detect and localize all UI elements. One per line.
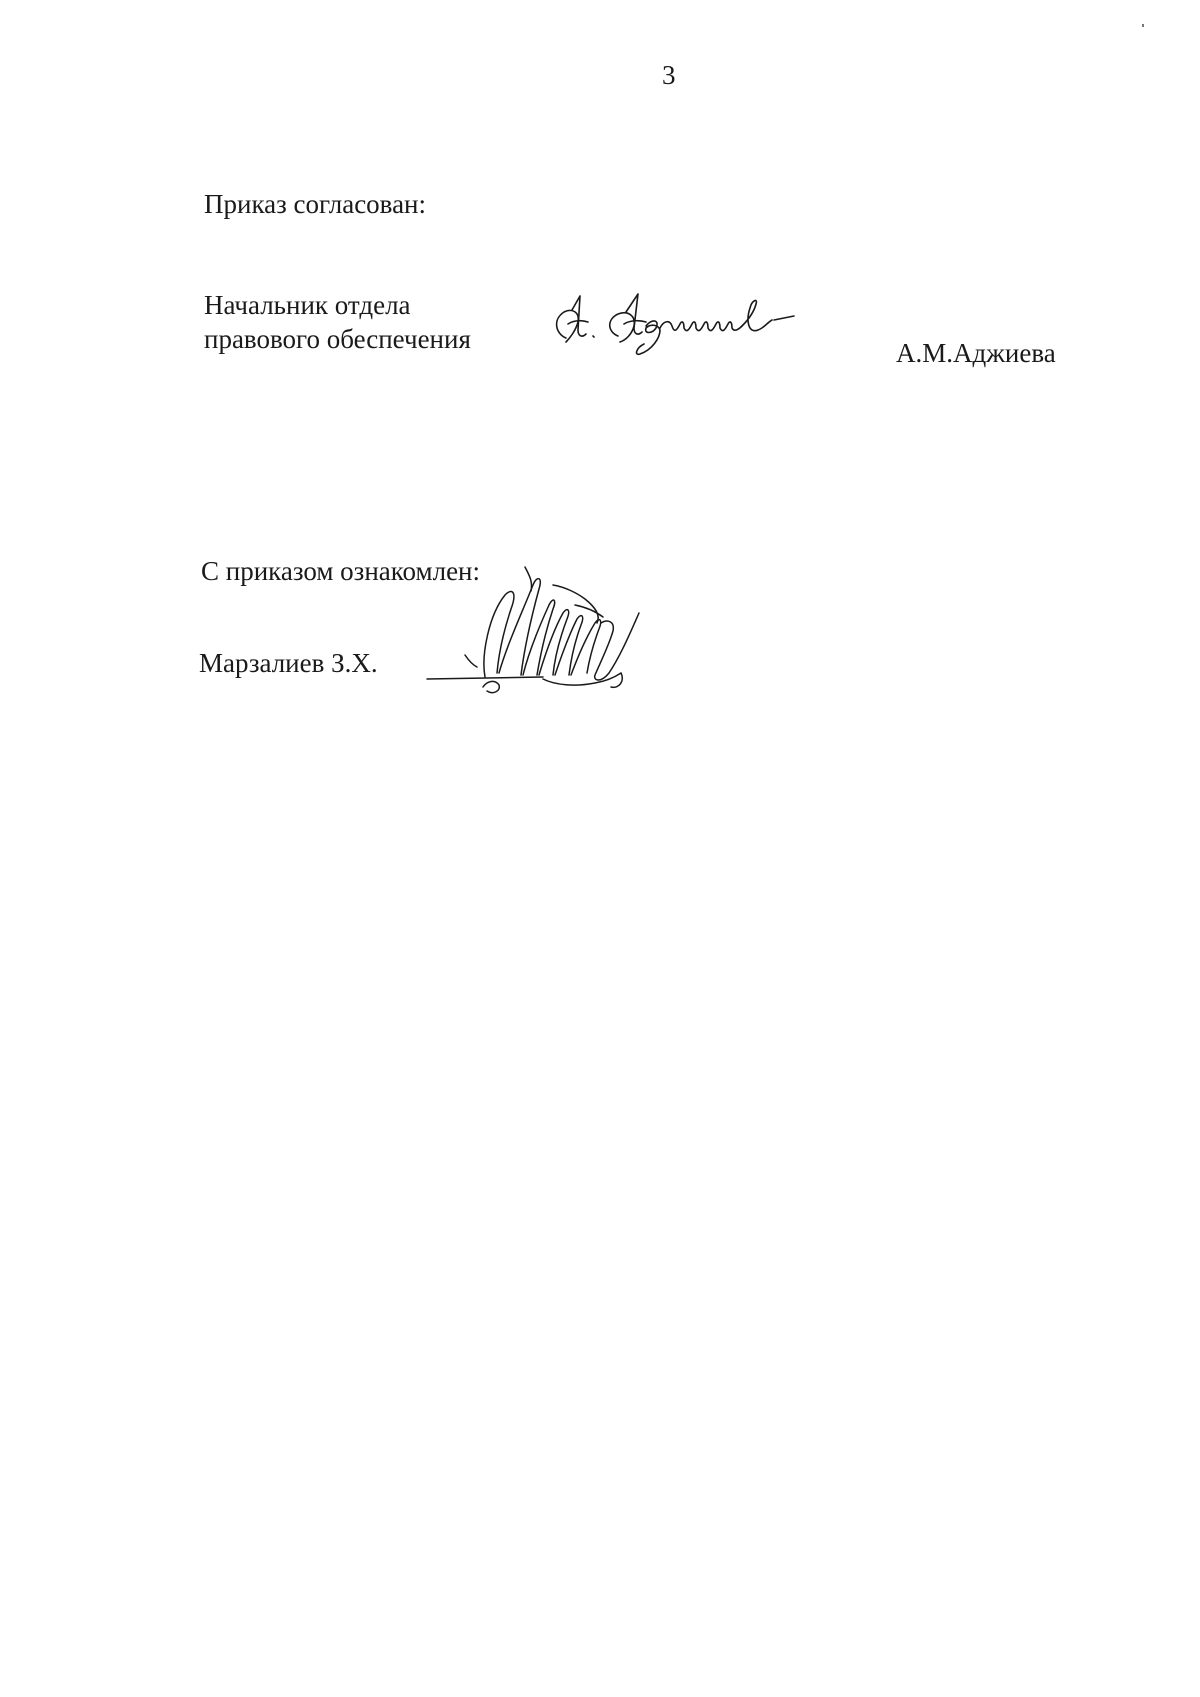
approver-position-line2: правового обеспечения: [204, 324, 471, 354]
approval-heading: Приказ согласован:: [204, 189, 427, 219]
approver-signature: [548, 290, 868, 390]
acquaintance-heading: С приказом ознакомлен:: [201, 556, 481, 586]
employee-name: Марзалиев З.Х.: [199, 648, 378, 678]
approver-name: А.М.Аджиева: [896, 338, 1056, 368]
scan-speck: [1142, 24, 1144, 27]
page-number: 3: [662, 60, 676, 90]
approver-position-line1: Начальник отдела: [204, 290, 411, 320]
employee-signature: [425, 565, 680, 700]
